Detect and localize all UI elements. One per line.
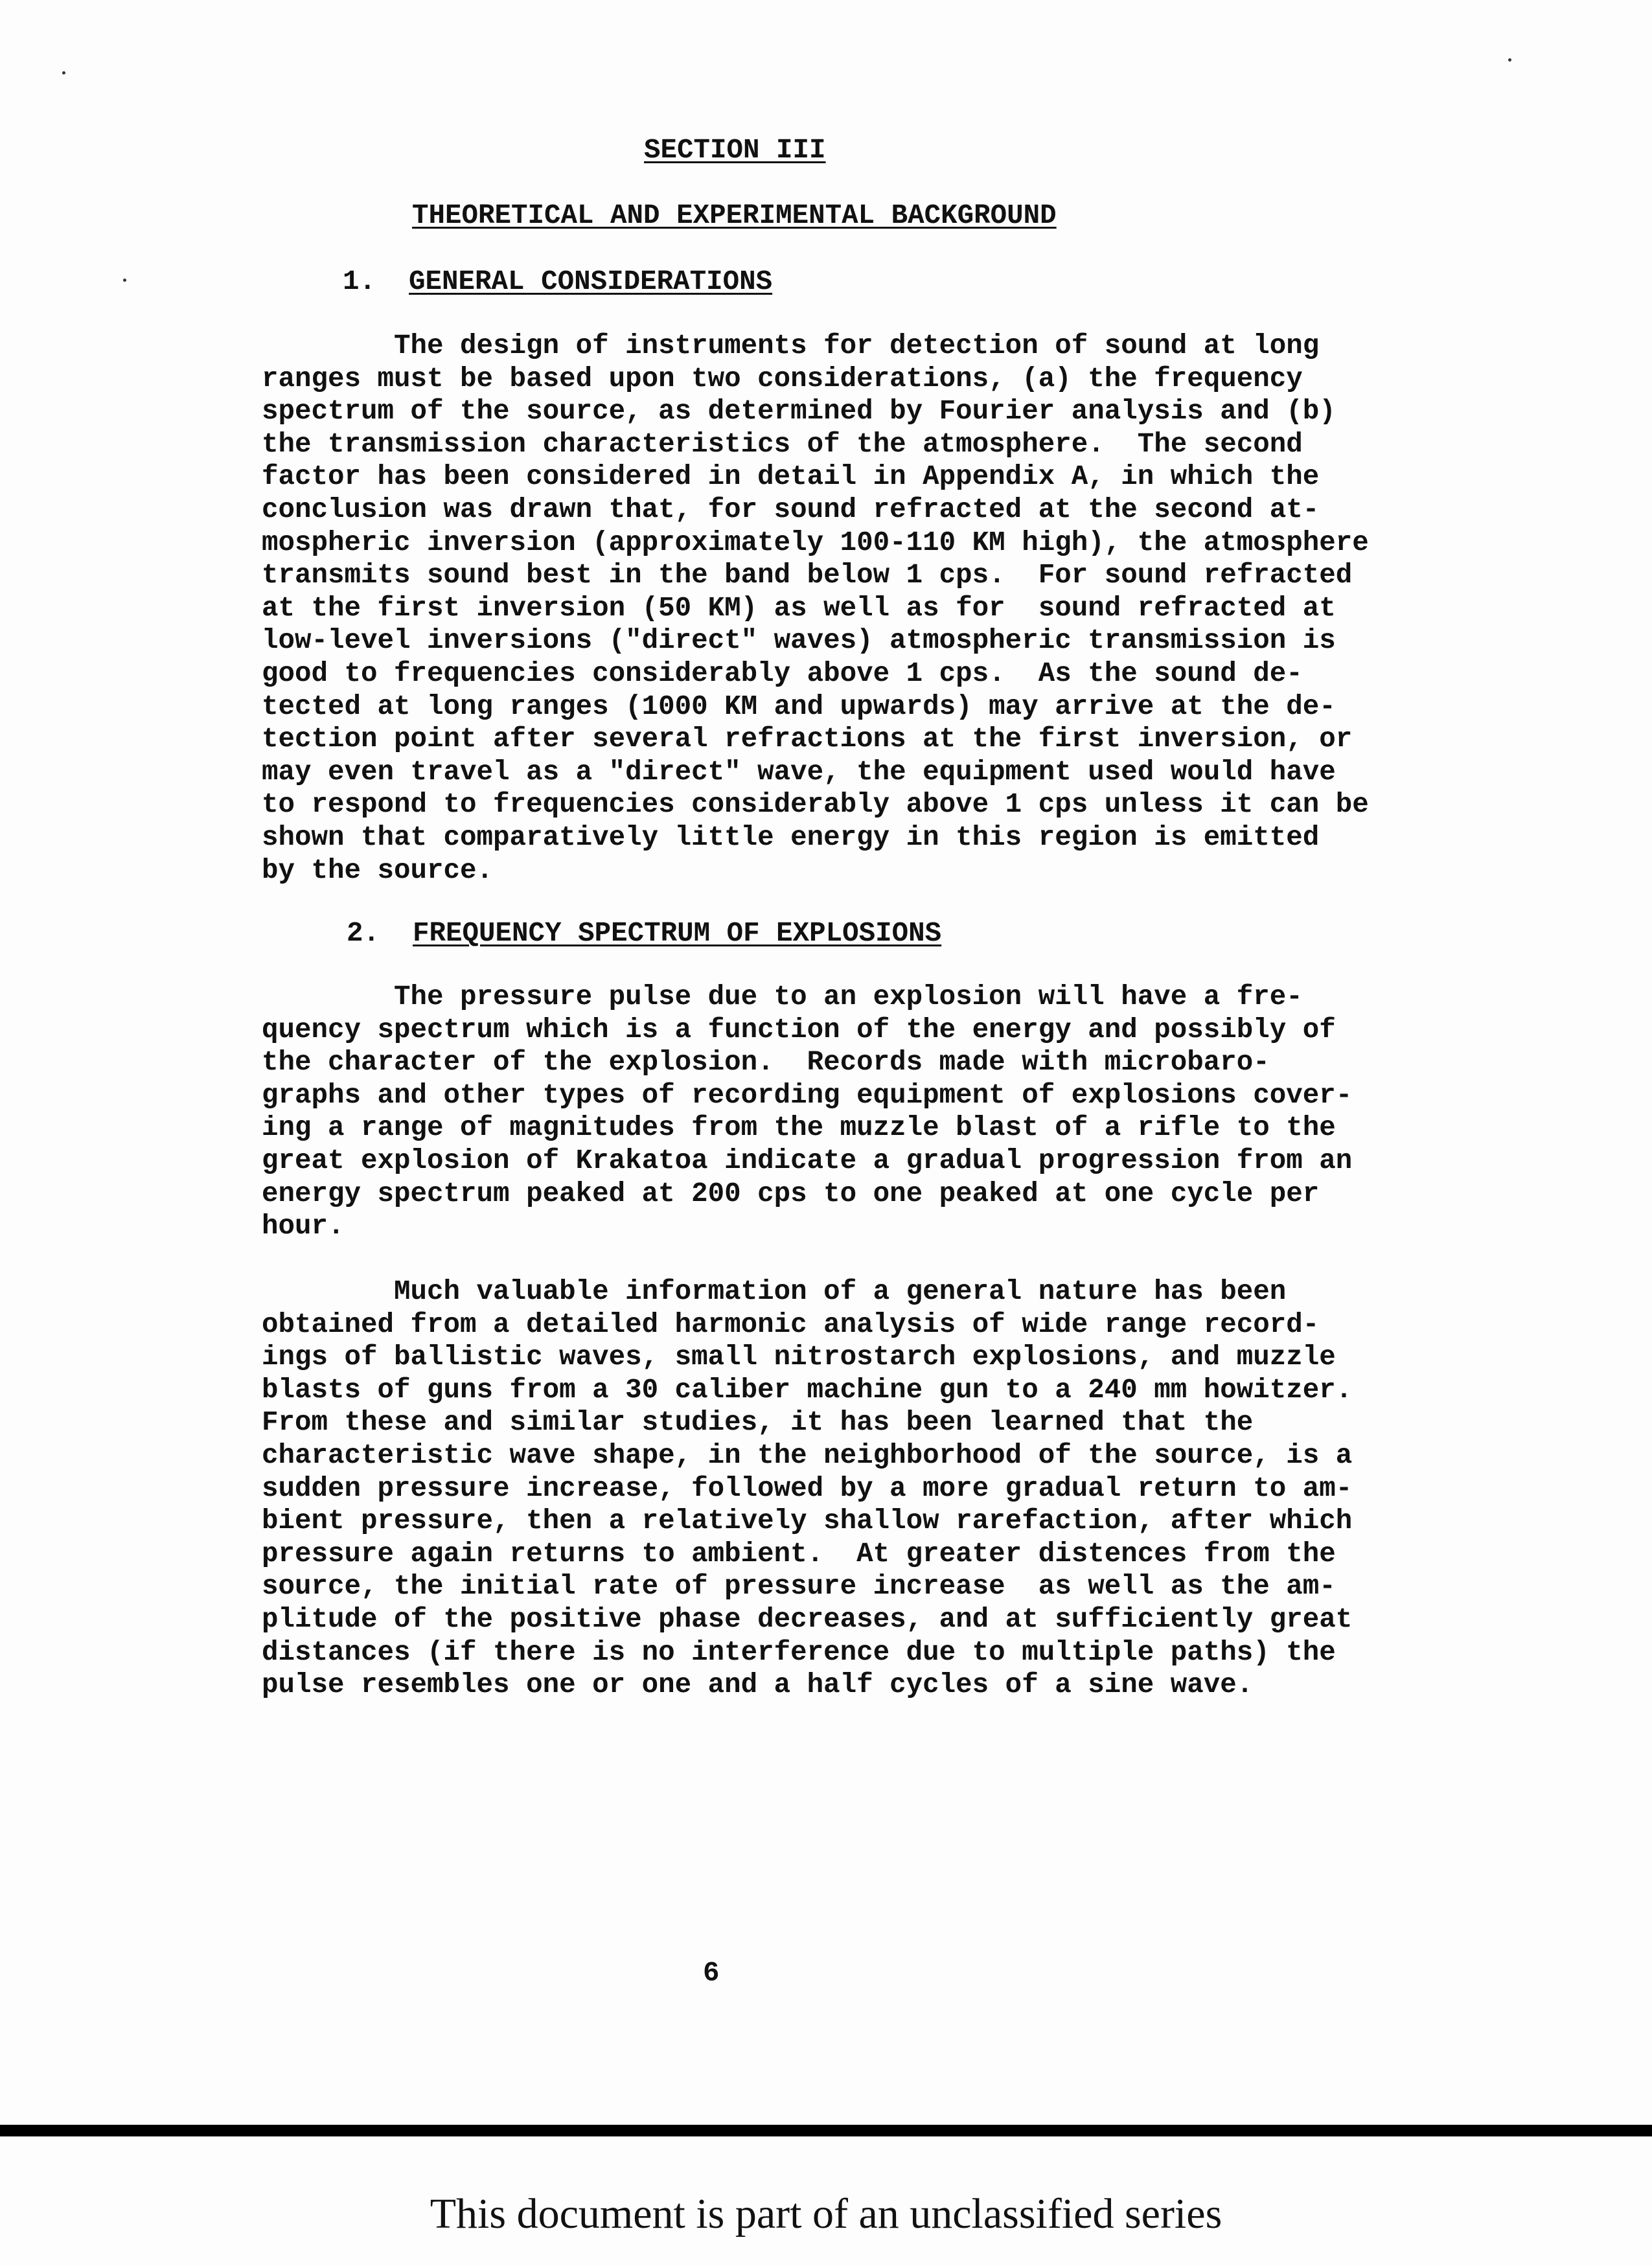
text-line: may even travel as a "direct" wave, the equipment used would have	[262, 756, 1336, 788]
text-line: source, the initial rate of pressure increase as well as the am-	[262, 1571, 1336, 1603]
text-line: great explosion of Krakatoa indicate a gradual progression from an	[262, 1145, 1353, 1176]
page-number: 6	[703, 1958, 720, 1989]
text-line: pulse resembles one or one and a half cycles of a sine wave.	[262, 1669, 1254, 1701]
section-2-heading	[347, 918, 941, 949]
text-line: by the source.	[262, 854, 494, 886]
text-line: The design of instruments for detection of sound at long	[262, 330, 1320, 361]
section-2-paragraph-2	[262, 1276, 1352, 1702]
text-line: conclusion was drawn that, for sound refracted at the second at-	[262, 494, 1320, 525]
scan-speck	[62, 71, 65, 74]
text-line: blasts of guns from a 30 caliber machine gun to a 240 mm howitzer.	[262, 1374, 1353, 1406]
text-line: distances (if there is no interference due to multiple paths) the	[262, 1636, 1336, 1668]
section-1-title: GENERAL CONSIDERATIONS	[409, 266, 773, 297]
text-line: at the first inversion (50 KM) as well as for sound refracted at	[262, 592, 1336, 624]
text-line: transmits sound best in the band below 1 cps. For sound refracted	[262, 560, 1353, 591]
text-line: ranges must be based upon two considerations, (a) the frequency	[262, 363, 1303, 395]
text-line: sudden pressure increase, followed by a more gradual return to am-	[262, 1472, 1353, 1504]
text-line: graphs and other types of recording equipment of explosions cover-	[262, 1079, 1353, 1111]
footer-rule	[0, 2125, 1652, 2136]
section-1-heading	[343, 266, 772, 297]
text-line: tection point after several refractions at the first inversion, or	[262, 724, 1353, 755]
text-line: bient pressure, then a relatively shallow rarefaction, after which	[262, 1505, 1353, 1537]
footer-notice: This document is part of an unclassified series	[430, 2190, 1222, 2237]
text-line: energy spectrum peaked at 200 cps to one peaked at one cycle per	[262, 1178, 1320, 1209]
text-line: low-level inversions ("direct" waves) atmospheric transmission is	[262, 625, 1336, 657]
text-line: factor has been considered in detail in Appendix A, in which the	[262, 461, 1320, 493]
text-line: ings of ballistic waves, small nitrostarch explosions, and muzzle	[262, 1342, 1336, 1373]
text-line: shown that comparatively little energy in this region is emitted	[262, 821, 1320, 853]
text-line: hour.	[262, 1211, 345, 1242]
text-line: to respond to frequencies considerably above 1 cps unless it can be	[262, 789, 1369, 821]
text-line: the transmission characteristics of the atmosphere. The second	[262, 428, 1303, 460]
section-1-paragraph	[262, 330, 1369, 887]
text-line: pressure again returns to ambient. At greater distences from the	[262, 1538, 1336, 1570]
text-line: ing a range of magnitudes from the muzzle blast of a rifle to the	[262, 1112, 1336, 1144]
scan-speck	[1508, 58, 1511, 62]
text-line: good to frequencies considerably above 1 cps. As the sound de-	[262, 658, 1303, 689]
text-line: From these and similar studies, it has been learned that the	[262, 1407, 1254, 1439]
text-line: plitude of the positive phase decreases, and at sufficiently great	[262, 1603, 1353, 1635]
text-line: the character of the explosion. Records made with microbaro-	[262, 1047, 1270, 1079]
scan-speck	[123, 279, 126, 282]
text-line: quency spectrum which is a function of the energy and possibly of	[262, 1014, 1336, 1046]
main-heading: THEORETICAL AND EXPERIMENTAL BACKGROUND	[412, 200, 1057, 231]
text-line: The pressure pulse due to an explosion will have a fre-	[262, 981, 1303, 1013]
section-title: SECTION III	[644, 135, 826, 166]
text-line: Much valuable information of a general nature has been	[262, 1276, 1287, 1307]
section-2-title: FREQUENCY SPECTRUM OF EXPLOSIONS	[413, 918, 942, 949]
text-line: spectrum of the source, as determined by Fourier analysis and (b)	[262, 396, 1336, 428]
section-2-paragraph-1	[262, 981, 1352, 1243]
text-line: mospheric inversion (approximately 100-110 KM high), the atmosphere	[262, 527, 1369, 558]
text-line: obtained from a detailed harmonic analysis of wide range record-	[262, 1309, 1320, 1340]
section-2-number: 2.	[347, 918, 380, 949]
text-line: tected at long ranges (1000 KM and upwards) may arrive at the de-	[262, 691, 1336, 722]
text-line: characteristic wave shape, in the neighborhood of the source, is a	[262, 1439, 1353, 1471]
section-1-number: 1.	[343, 266, 376, 297]
